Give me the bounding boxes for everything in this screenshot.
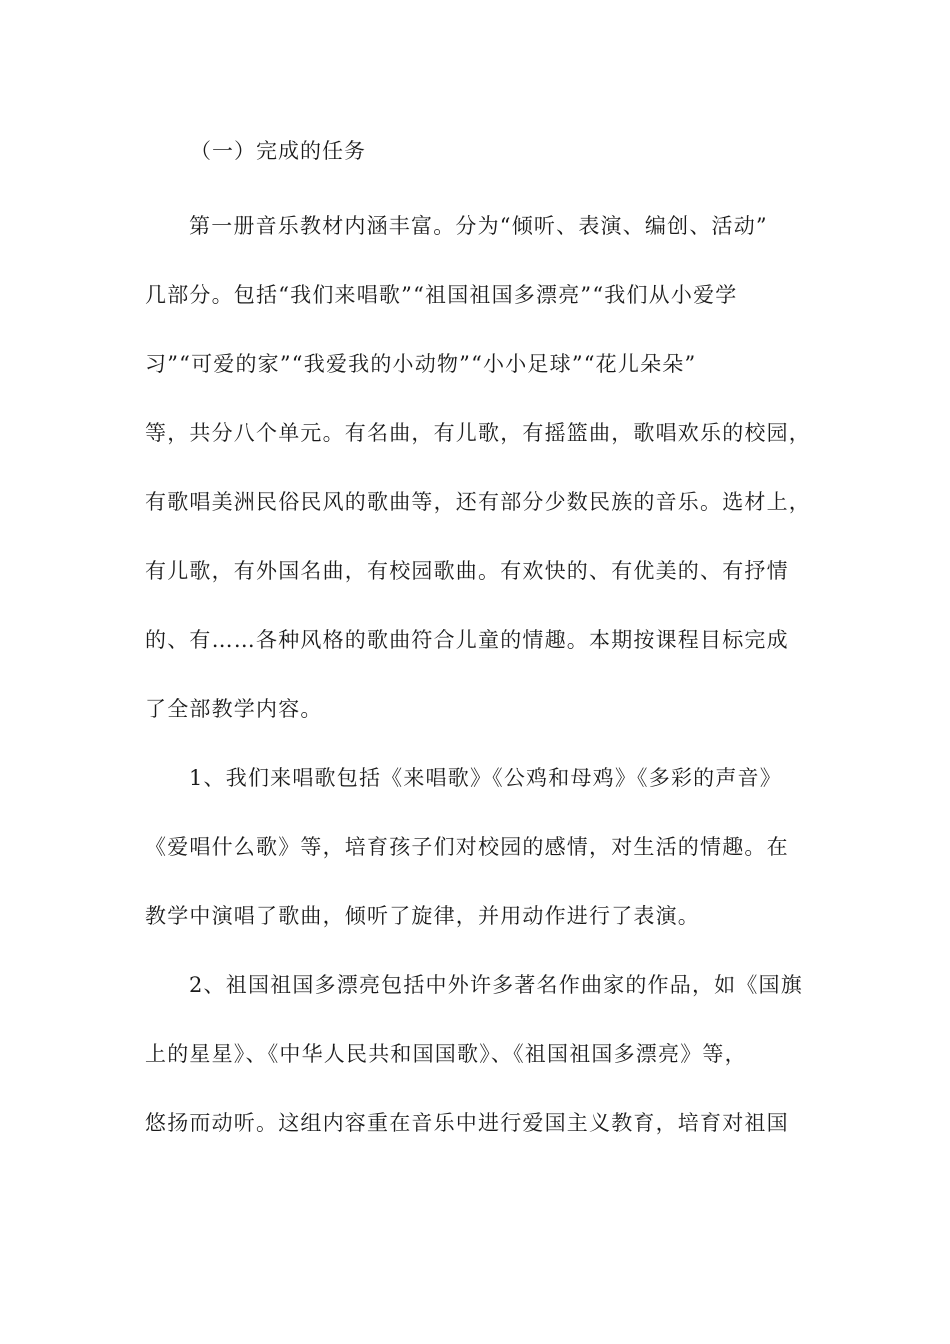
- body-text: [145, 203, 810, 1169]
- text-line: 等，共分八个单元。有名曲，有儿歌，有摇篮曲，歌唱欢乐的校园，: [145, 421, 811, 445]
- text-line: 悠扬而动听。这组内容重在音乐中进行爱国主义教育，培育对祖国: [145, 1111, 789, 1135]
- text-line: 有儿歌，有外国名曲，有校园歌曲。有欢快的、有优美的、有抒情: [145, 559, 789, 583]
- text-line: 几部分。包括“我们来唱歌”“祖国祖国多漂亮”“我们从小爱学: [145, 283, 738, 307]
- text-line: 1、我们来唱歌包括《来唱歌》《公鸡和母鸡》《多彩的声音》: [189, 766, 782, 790]
- text-line: 《爱唱什么歌》等，培育孩子们对校园的感情，对生活的情趣。在: [145, 835, 789, 859]
- section-heading: （一）完成的任务: [190, 139, 366, 163]
- text-line: 的、有……各种风格的歌曲符合儿童的情趣。本期按课程目标完成: [145, 628, 789, 652]
- text-line: 第一册音乐教材内涵丰富。分为“倾听、表演、编创、活动”: [189, 214, 768, 238]
- text-line: 2、祖国祖国多漂亮包括中外许多著名作曲家的作品，如《国旗: [189, 973, 803, 997]
- text-line: 习”“可爱的家”“我爱我的小动物”“小小足球”“花儿朵朵”: [145, 352, 697, 376]
- text-line: 教学中演唱了歌曲，倾听了旋律，并用动作进行了表演。: [145, 904, 700, 928]
- text-line: 了全部教学内容。: [145, 697, 323, 721]
- text-line: 有歌唱美洲民俗民风的歌曲等，还有部分少数民族的音乐。选材上，: [145, 490, 811, 514]
- text-line: 上的星星》、《中华人民共和国国歌》、《祖国祖国多漂亮》等，: [145, 1042, 747, 1066]
